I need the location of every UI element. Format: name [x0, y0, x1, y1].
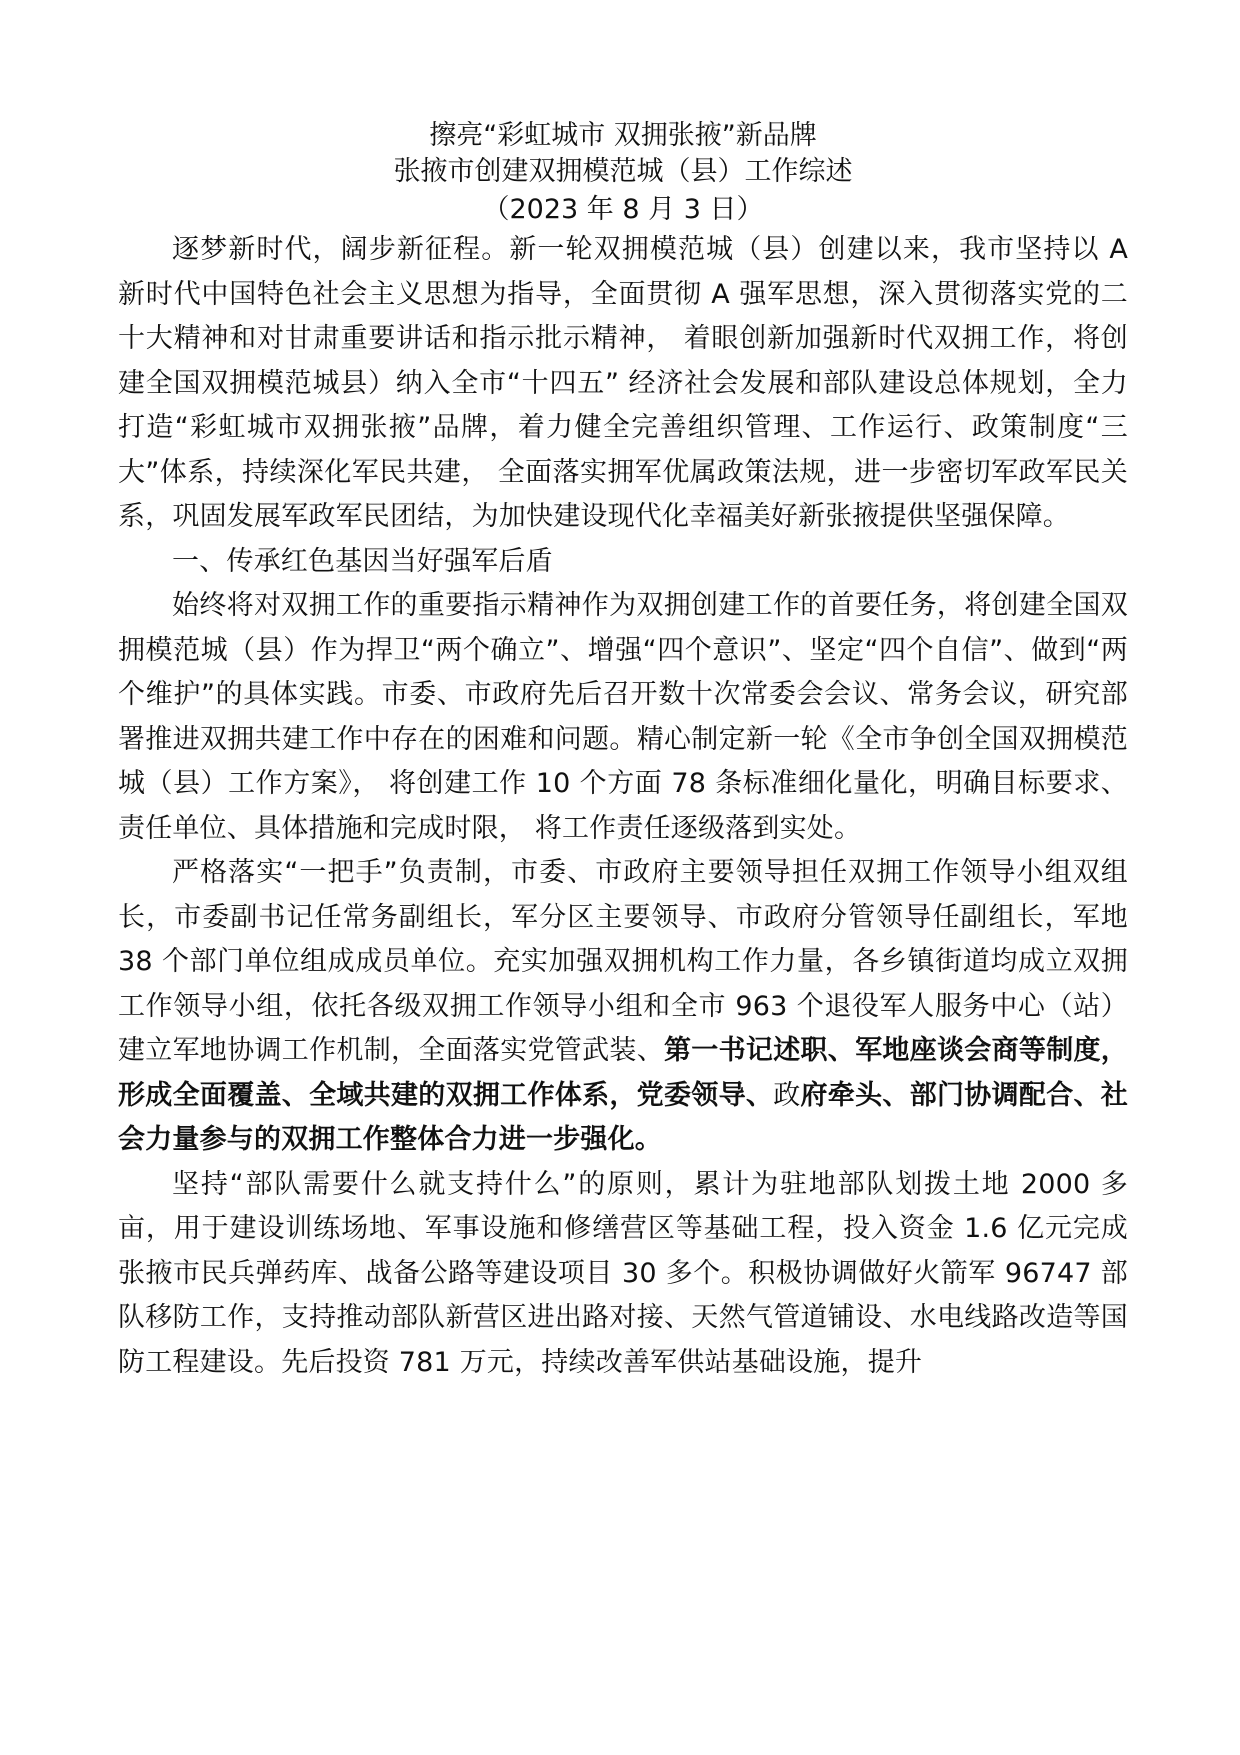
paragraph-2: 始终将对双拥工作的重要指示精神作为双拥创建工作的首要任务，将创建全国双拥模范城（县）作为捍卫“两个确立”、增强“四个意识”、坚定“四个自信”、做到“两个维护”的具体实践。市委、市政府先后召开数十次常委会会议、常务会议，研究部署推进双拥共建工作中存在的困难和问题。精心制定新一轮《全市争创全国双拥模范城（县）工作方案》， 将创建工作 10 个方面 78 条标准细化量化，明确目标要求、责任单位、具体措施和完成时限， 将工作责任逐级落到实处。 — [118, 590, 1128, 844]
paragraph-3 — [118, 851, 1128, 1163]
paragraph-3-text-2: 政 — [773, 1079, 801, 1111]
paragraph-4: 坚持“部队需要什么就支持什么”的原则，累计为驻地部队划拨土地 2000 多亩，用于建设训练场地、军事设施和修缮营区等基础工程，投入资金 1.6 亿元完成张掖市民兵弹药库、战备公路等建设项目 30 多个。积极协调做好火箭军 96747 部队移防工作，支持推动部队新营区进出路对接、天然气管道铺设、水电线路改造等国防工程建设。先后投资 781 万元，持续改善军供站基础设施，提升 — [118, 1168, 1128, 1378]
section-heading-1: 一、传承红色基因当好强军后盾 — [172, 545, 553, 577]
document-title-line2: 张掖市创建双拥模范城（县）工作综述 — [393, 156, 853, 187]
document-page — [118, 118, 1128, 1385]
document-date: （2023 年 8 月 3 日） — [482, 194, 764, 225]
paragraph-intro: 逐梦新时代，阔步新征程。新一轮双拥模范城（县）创建以来，我市坚持以 A 新时代中国特色社会主义思想为指导，全面贯彻 A 强军思想，深入贯彻落实党的二十大精神和对甘肃重要讲话和指示批示精神， 着眼创新加强新时代双拥工作，将创建全国双拥模范城县）纳入全市“十四五” 经济社会发展和部队建设总体规划，全力打造“彩虹城市双拥张掖”品牌，着力健全完善组织管理、工作运行、政策制度“三大”体系，持续深化军民共建， 全面落实拥军优属政策法规，进一步密切军政军民关系，巩固发展军政军民团结，为加快建设现代化幸福美好新张掖提供坚强保障。 — [118, 234, 1128, 532]
paragraph-3-bold-text-2: 府牵头、部门协调配合、社会力量参与的双拥工作整体合力进一步强化。 — [118, 1079, 1128, 1155]
paragraph-3-bold-text: 第一书记述职、军地座谈会商等制度，形成全面覆盖、全域共建的双拥工作体系，党委领导、 — [118, 1035, 1128, 1111]
paragraph-3-text: 严格落实“一把手”负责制，市委、市政府主要领导担任双拥工作领导小组双组长，市委副书记任常务副组长，军分区主要领导、市政府分管领导任副组长，军地 38 个部门单位组成成员单位。充实加强双拥机构工作力量，各乡镇街道均成立双拥工作领导小组，依托各级双拥工作领导小组和全市 963 个退役军人服务中心（站）建立军地协调工作机制，全面落实党管武装、 — [118, 857, 1128, 1066]
document-title-line1: 擦亮“彩虹城市 双拥张掖”新品牌 — [429, 120, 817, 151]
